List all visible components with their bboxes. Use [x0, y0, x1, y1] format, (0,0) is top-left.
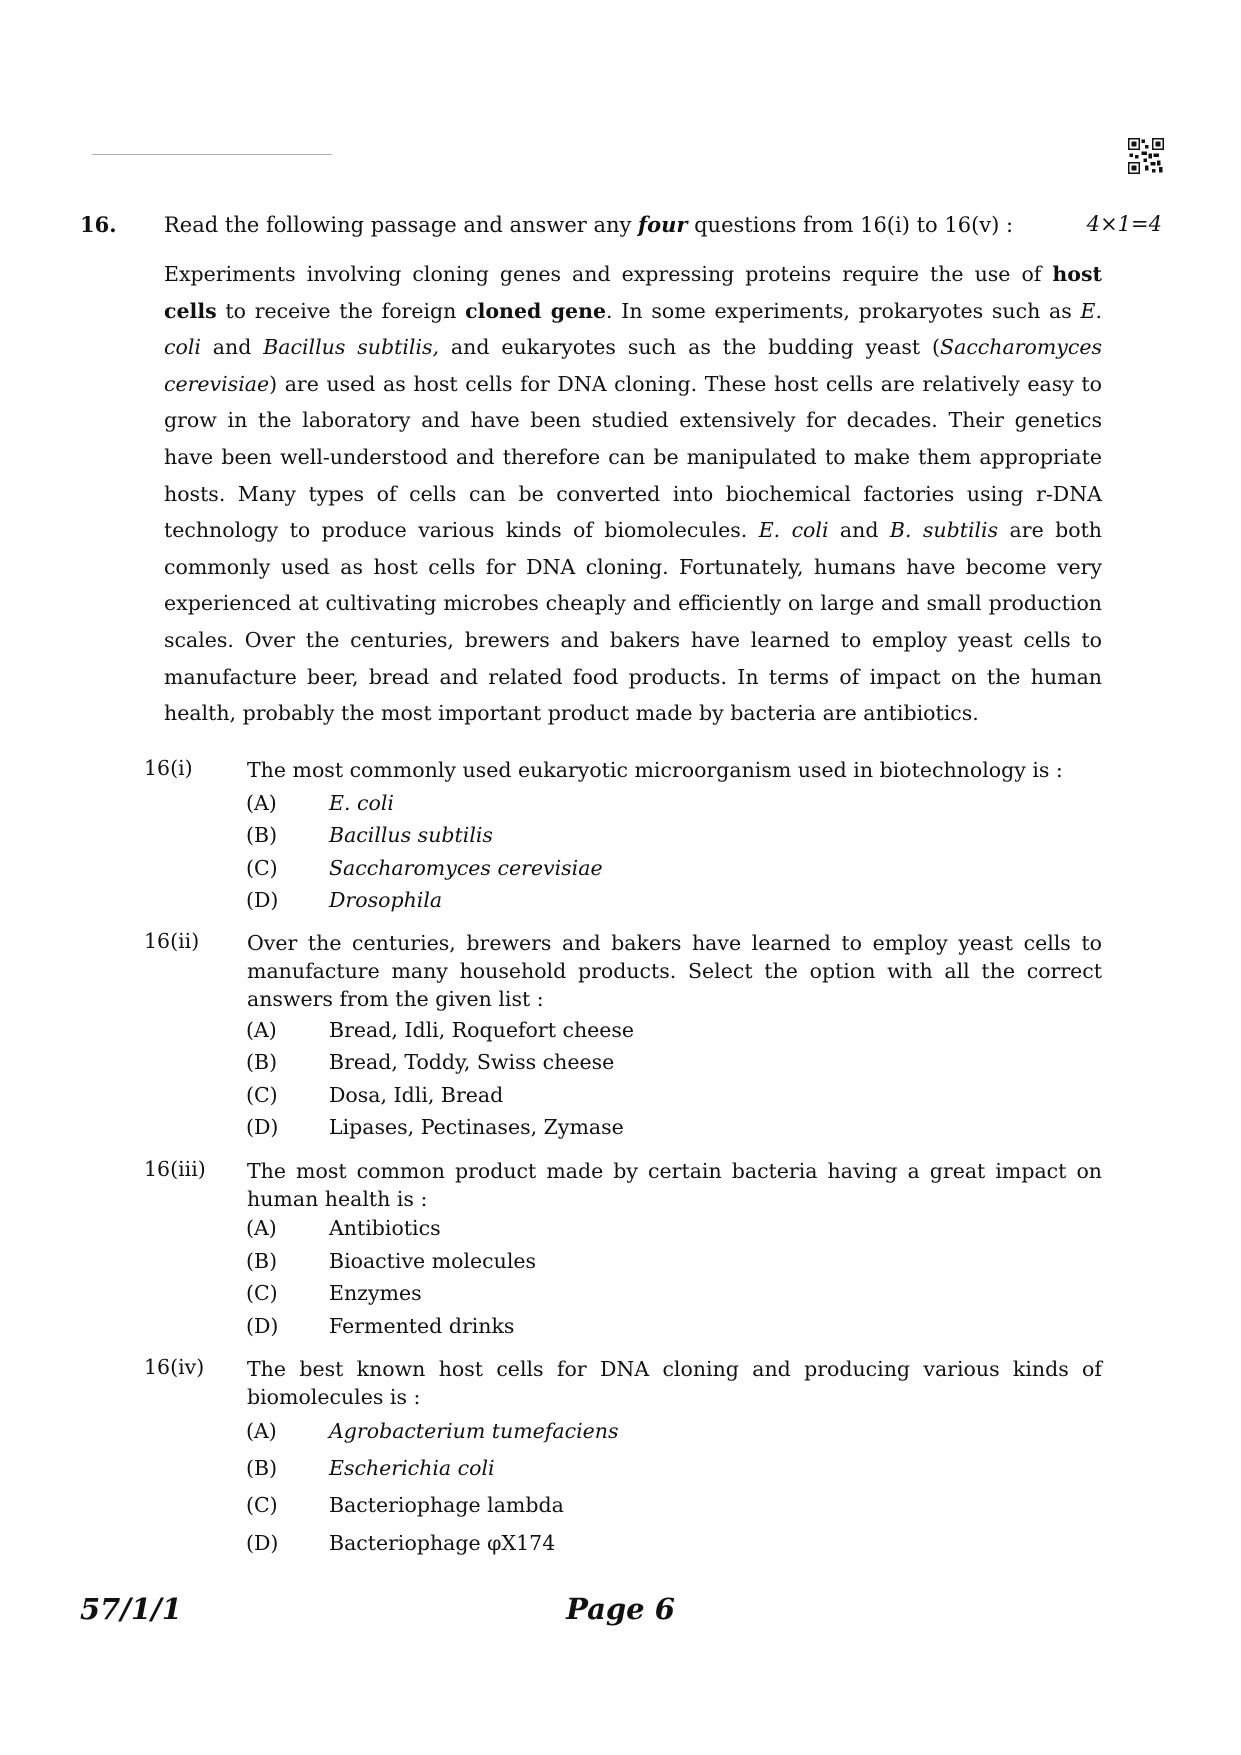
subquestion-text: The most common product made by certain bacteria having a great impact on human health is :: [247, 1159, 1102, 1211]
header-rule: [92, 154, 332, 155]
subquestion-text: The most commonly used eukaryotic microorganism used in biotechnology is :: [247, 758, 1063, 782]
option-letter: (D): [246, 1531, 279, 1555]
marks-allocation: 4×1=4: [1086, 212, 1162, 236]
option-letter: (B): [246, 1050, 278, 1074]
case-passage: Experiments involving cloning genes and expressing proteins require the use of host cells to receive the foreign cloned gene. In some experiments, prokaryotes such as E. coli and Bacillus subtilis, and eukaryotes such as the budding yeast (Saccharomyces cerevisiae) are used as host cells for DNA cloning. These host cells are relatively easy to grow in the laboratory and have been studied extensively for decades. Their genetics have been well-understood and therefore can be manipulated to make them appropriate hosts. Many types of cells can be converted into biochemical factories using r-DNA technology to produce various kinds of biomolecules. E. coli and B. subtilis are both commonly used as host cells for DNA cloning. Fortunately, humans have become very experienced at cultivating microbes cheaply and efficiently on large and small production scales. Over the centuries, brewers and bakers have learned to employ yeast cells to manufacture beer, bread and related food products. In terms of impact on the human health, probably the most important product made by bacteria are antibiotics.: [164, 262, 1103, 726]
option-letter: (D): [246, 888, 279, 912]
option-text: Drosophila: [329, 888, 443, 912]
question-number: 16.: [80, 212, 117, 237]
option-letter: (B): [246, 1456, 278, 1480]
subquestion-number: 16(i): [144, 756, 193, 780]
option-text: Bacteriophage φX174: [329, 1531, 556, 1555]
option-text: Enzymes: [329, 1281, 422, 1305]
subquestion-number: 16(iii): [144, 1157, 206, 1181]
option-letter: (C): [246, 856, 278, 880]
option-text: Saccharomyces cerevisiae: [329, 856, 603, 880]
option-text: Fermented drinks: [329, 1314, 515, 1338]
option-text: Bread, Toddy, Swiss cheese: [329, 1050, 615, 1074]
option-letter: (A): [246, 1018, 277, 1042]
option-text: Dosa, Idli, Bread: [329, 1083, 504, 1107]
subquestion-text: Over the centuries, brewers and bakers have learned to employ yeast cells to manufacture many household products. Select the option with all the correct answers from the given list :: [247, 931, 1102, 1011]
option-letter: (A): [246, 791, 277, 815]
subquestion-number: 16(ii): [144, 929, 200, 953]
subquestion-text: The best known host cells for DNA cloning and producing various kinds of biomolecules is :: [247, 1357, 1102, 1409]
option-letter: (A): [246, 1419, 277, 1443]
option-text: Escherichia coli: [329, 1456, 495, 1480]
option-letter: (C): [246, 1281, 278, 1305]
option-letter: (D): [246, 1314, 279, 1338]
qr-code-icon: [1128, 138, 1164, 174]
paper-code: 57/1/1: [80, 1592, 182, 1626]
option-letter: (B): [246, 823, 278, 847]
option-letter: (D): [246, 1115, 279, 1139]
option-text: Agrobacterium tumefaciens: [329, 1419, 619, 1443]
option-text: Bacillus subtilis: [329, 823, 493, 847]
option-text: Lipases, Pectinases, Zymase: [329, 1115, 624, 1139]
option-letter: (B): [246, 1249, 278, 1273]
subquestion-number: 16(iv): [144, 1355, 205, 1379]
option-text: Antibiotics: [329, 1216, 441, 1240]
option-text: Bacteriophage lambda: [329, 1493, 564, 1517]
option-letter: (A): [246, 1216, 277, 1240]
page-number: Page 6: [566, 1592, 675, 1626]
option-letter: (C): [246, 1083, 278, 1107]
option-letter: (C): [246, 1493, 278, 1517]
option-text: Bioactive molecules: [329, 1249, 537, 1273]
option-text: Bread, Idli, Roquefort cheese: [329, 1018, 635, 1042]
question-instruction: Read the following passage and answer any four questions from 16(i) to 16(v) :: [164, 212, 1014, 237]
option-text: E. coli: [329, 791, 394, 815]
